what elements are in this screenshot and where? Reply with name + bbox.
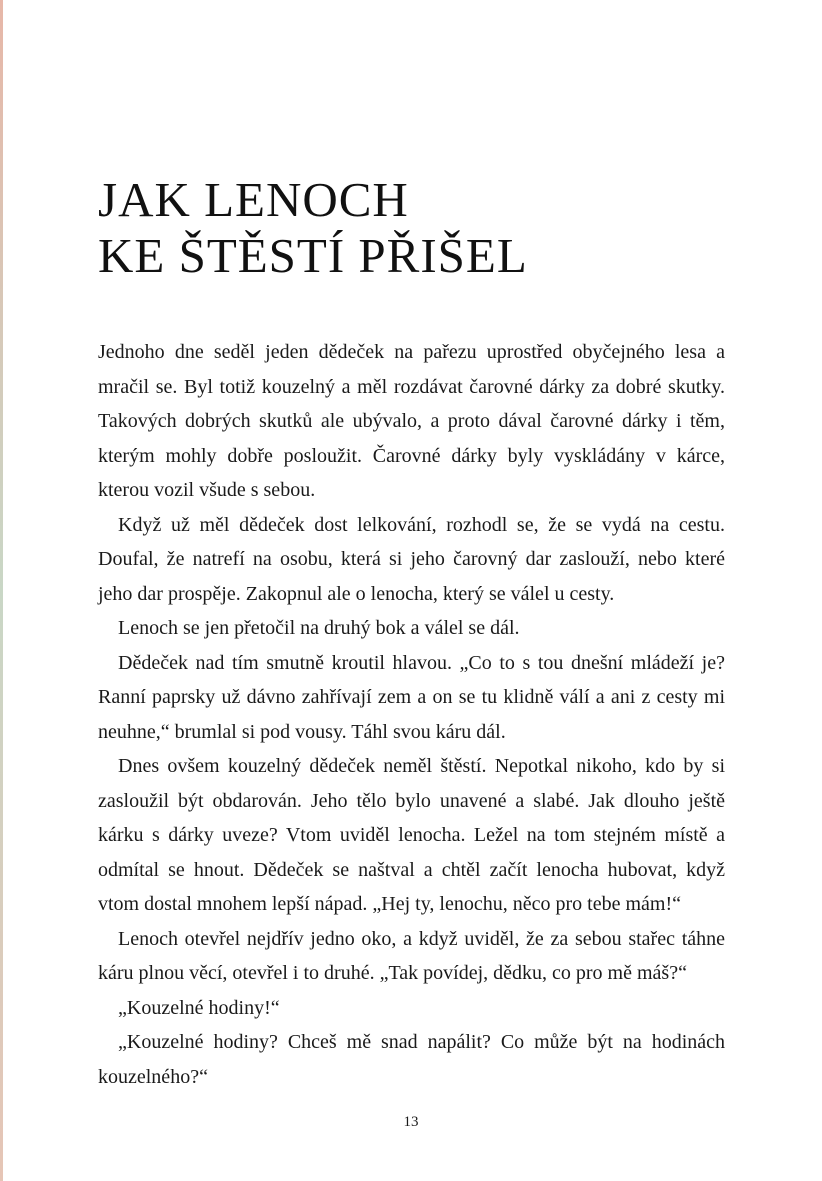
page-number: 13 [403,1114,419,1130]
paragraph: Když už měl dědeček dost lelkování, rozhodl se, že se vydá na cestu. Doufal, že natrefí na osobu, která si jeho čarovný dar zaslouží, nebo které jeho dar prospěje. Zakopnul ale o lenocha, který se válel u cesty. [98,513,725,605]
paragraph: Dědeček nad tím smutně kroutil hlavou. „Co to s tou dnešní mládeží je? Ranní paprsky už dávno zahřívají zem a on se tu klidně válí a ani z cesty mi neuhne,“ brumlal si pod vousy. Táhl svou káru dál. [98,651,725,743]
paragraph: „Kouzelné hodiny? Chceš mě snad napálit? Co může být na hodinách kouzelného?“ [98,1031,725,1088]
paragraph: Dnes ovšem kouzelný dědeček neměl štěstí. Nepotkal nikoho, kdo by si zasloužil být obdarován. Jeho tělo bylo unavené a slabé. Jak dlouho ještě kárku s dárky uveze? Vtom uviděl lenocha. Ležel na tom stejném místě a odmítal se hnout. Dědeček se naštval a chtěl začít lenocha hubovat, když vtom dostal mnohem lepší nápad. „Hej ty, lenochu, něco pro tebe mám!“ [98,755,725,915]
paragraph: Jednoho dne seděl jeden dědeček na pařezu uprostřed obyčejného lesa a mračil se. Byl totiž kouzelný a měl rozdávat čarovné dárky za dobré skutky. Takových dobrých skutků ale ubývalo, a proto dával čarovné dárky i těm, kterým mohly dobře posloužit. Čarovné dárky byly vyskládány v kárce, kterou vozil všude s sebou. [98,341,725,501]
chapter-title [98,172,528,284]
chapter-title-line-1: JAK LENOCH [98,172,409,227]
paragraph: Lenoch se jen přetočil na druhý bok a válel se dál. [118,617,520,639]
page-edge-decoration [0,0,3,1181]
paragraph: „Kouzelné hodiny!“ [118,996,280,1019]
paragraph: Lenoch otevřel nejdřív jedno oko, a když uviděl, že za sebou stařec táhne káru plnou věcí, otevřel i to druhé. „Tak povídej, dědku, co pro mě máš?“ [98,927,725,984]
chapter-title-line-2: KE ŠTĚSTÍ PŘIŠEL [98,228,528,283]
chapter-body [98,335,725,1094]
